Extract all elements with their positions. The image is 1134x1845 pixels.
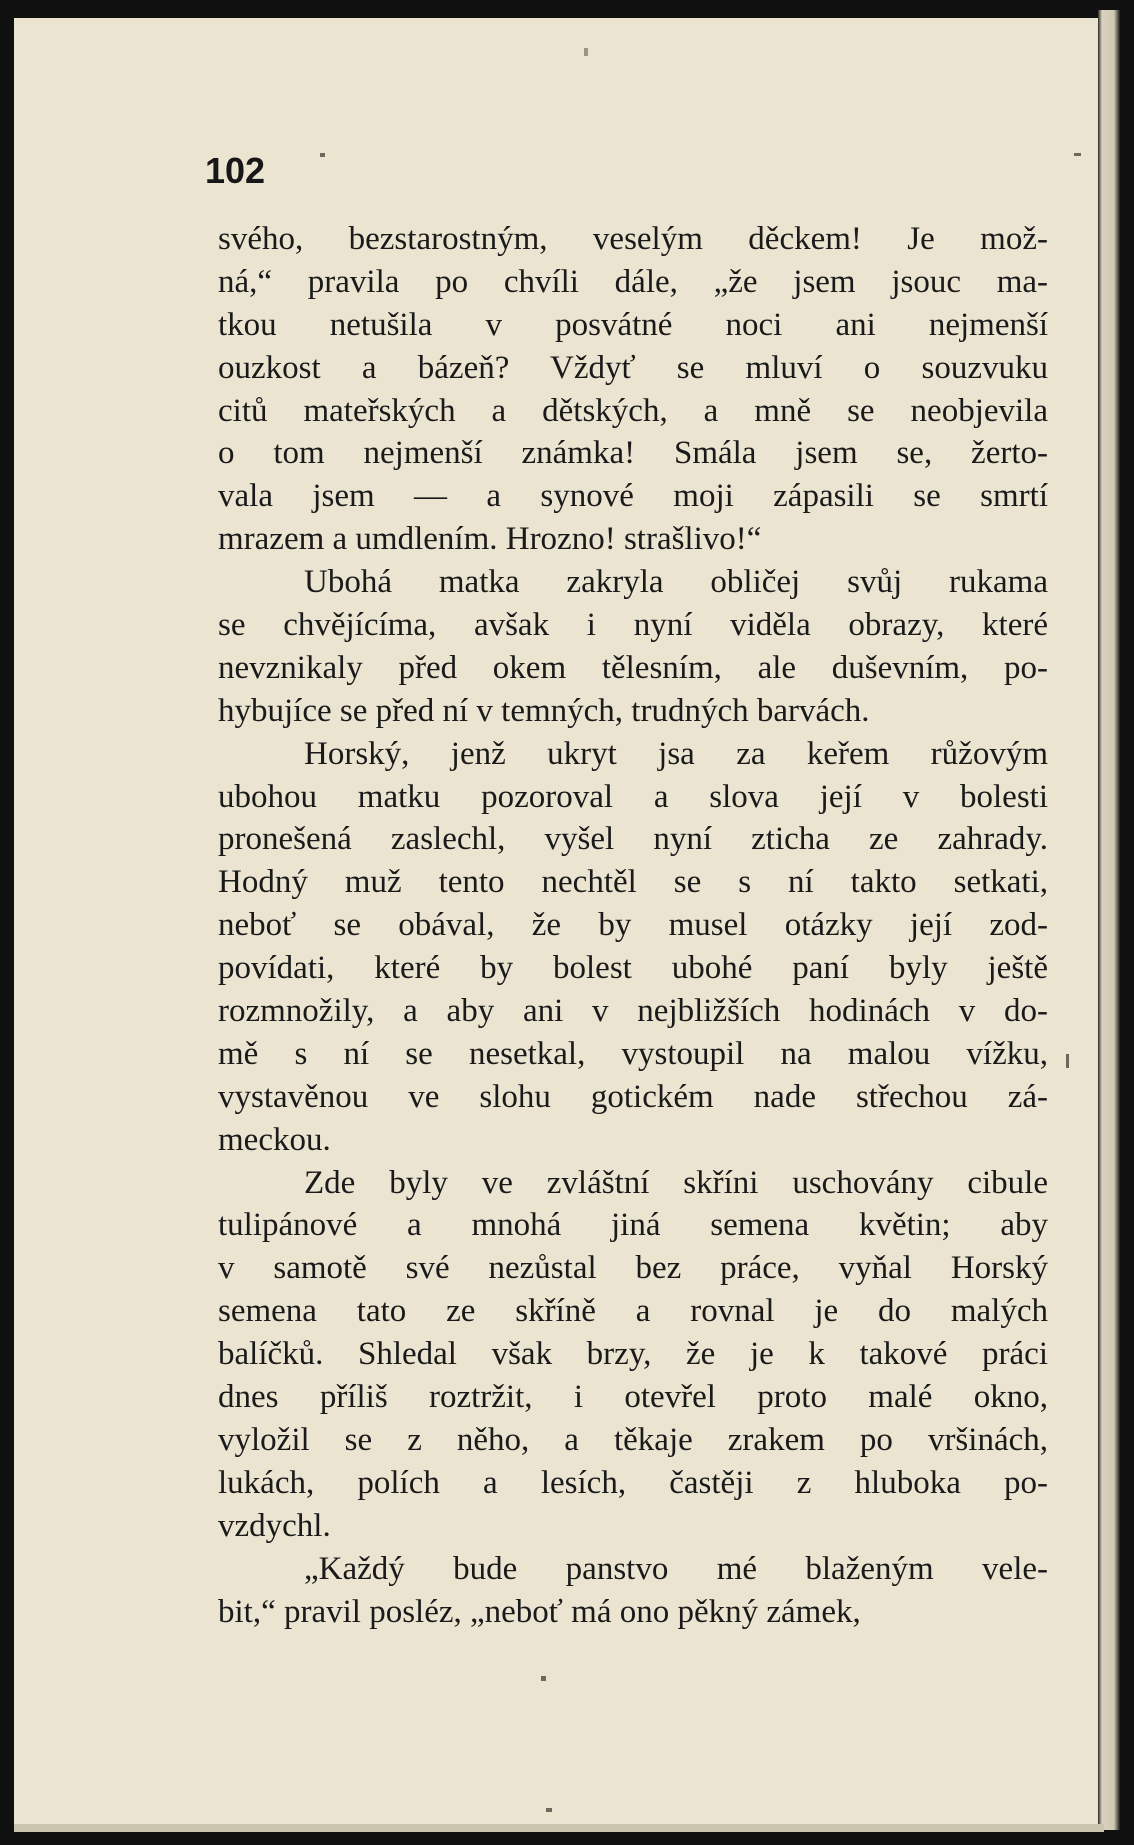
text-line: mrazem a umdlením. Hrozno! strašlivo!“: [218, 521, 762, 558]
text-line: Zde byly ve zvláštní skříni uschovány cibule: [304, 1164, 1048, 1201]
text-line: meckou.: [218, 1121, 331, 1158]
text-line: vzdychl.: [218, 1507, 331, 1544]
text-line: vystavěnou ve slohu gotickém nade střechou zá-: [218, 1078, 1048, 1115]
text-line: tulipánové a mnohá jiná semena květin; aby: [218, 1207, 1048, 1244]
text-line: vyložil se z něho, a těkaje zrakem po vršinách,: [218, 1421, 1048, 1458]
text-line: ouzkost a bázeň? Vždyť se mluví o souzvuku: [218, 349, 1048, 386]
text-line: „Každý bude panstvo mé blaženým vele-: [304, 1550, 1048, 1587]
text-line: Ubohá matka zakryla obličej svůj rukama: [304, 564, 1048, 601]
text-line: tkou netušila v posvátné noci ani nejmenší: [218, 306, 1048, 343]
text-line: nevznikaly před okem tělesním, ale duševním, po-: [218, 649, 1048, 686]
margin-dash: [320, 153, 325, 157]
page-edge-right: [1098, 10, 1120, 1830]
text-line: vala jsem — a synové moji zápasili se smrtí: [218, 478, 1048, 515]
text-line: dnes příliš roztržit, i otevřel proto malé okno,: [218, 1379, 1048, 1416]
text-line: citů mateřských a dětských, a mně se neobjevila: [218, 392, 1048, 429]
page-edge-bottom: [14, 1824, 1104, 1832]
margin-tick: [1066, 1054, 1069, 1068]
text-line: mě s ní se nesetkal, vystoupil na malou vížku,: [218, 1035, 1048, 1072]
text-line: ná,“ pravila po chvíli dále, „že jsem jsouc ma-: [218, 263, 1048, 300]
paragraph: [218, 561, 1048, 733]
text-line: svého, bezstarostným, veselým děckem! Je mož-: [218, 221, 1048, 257]
text-line: rozmnožily, a aby ani v nejbližších hodinách v do-: [218, 993, 1048, 1030]
paragraph: [218, 1162, 1048, 1548]
page-number: 102: [205, 150, 266, 191]
margin-dot: [546, 1808, 552, 1812]
text-body: [218, 218, 1048, 1633]
text-line: hybujíce se před ní v temných, trudných barvách.: [218, 692, 870, 729]
text-line: bit,“ pravil posléz, „neboť má ono pěkný zámek,: [218, 1593, 861, 1630]
page-speck: [584, 48, 588, 56]
text-line: ubohou matku pozoroval a slova její v bolesti: [218, 778, 1048, 815]
margin-dash: [1074, 153, 1081, 156]
text-line: Horský, jenž ukryt jsa za keřem růžovým: [304, 735, 1048, 772]
text-line: lukách, polích a lesích, častěji z hluboka po-: [218, 1464, 1048, 1501]
paragraph: [218, 1548, 1048, 1634]
text-line: povídati, které by bolest ubohé paní byly ještě: [218, 950, 1048, 987]
paragraph: [218, 218, 1048, 561]
text-line: o tom nejmenší známka! Smála jsem se, žerto-: [218, 435, 1048, 472]
text-line: se chvějícíma, avšak i nyní viděla obrazy, které: [218, 607, 1048, 644]
text-line: balíčků. Shledal však brzy, že je k takové práci: [218, 1336, 1048, 1373]
text-line: semena tato ze skříně a rovnal je do malých: [218, 1293, 1048, 1330]
text-line: pronešená zaslechl, vyšel nyní zticha ze zahrady.: [218, 821, 1048, 858]
paragraph: [218, 733, 1048, 1162]
margin-dot: [541, 1676, 546, 1681]
text-line: v samotě své nezůstal bez práce, vyňal Horský: [218, 1250, 1048, 1287]
text-line: neboť se obával, že by musel otázky její zod-: [218, 907, 1048, 944]
book-page: [14, 18, 1098, 1824]
text-line: Hodný muž tento nechtěl se s ní takto setkati,: [218, 864, 1048, 901]
